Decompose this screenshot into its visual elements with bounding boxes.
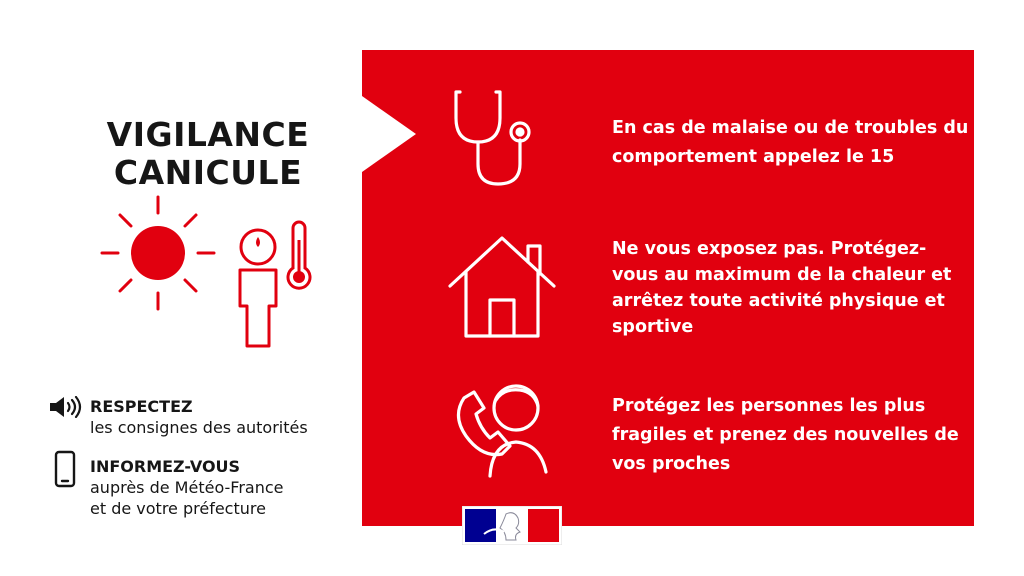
advice-body: auprès de Météo-France et de votre préfecture [90,478,284,518]
thermometer-icon [288,222,310,288]
title-line-1: VIGILANCE [106,115,310,154]
advice-inform [48,456,348,522]
smartphone-icon [54,450,76,488]
advice-respect [48,396,348,440]
advice-row-text: Ne vous exposez pas. Protégez-vous au maximum de la chaleur et arrêtez toute activité physique et sportive [612,239,952,337]
advice-text [90,456,284,519]
house-icon [446,234,558,340]
page-title [90,116,326,192]
title-line-2: CANICULE [113,153,303,192]
stethoscope-icon [448,86,544,192]
advice-row-text: Protégez les personnes les plus fragiles et prenez des nouvelles de vos proches [612,396,959,474]
phone-person-icon [446,378,558,484]
panel-notch [362,96,418,172]
sweating-person-icon [240,230,276,346]
advice-row-text: En cas de malaise ou de troubles du comportement appelez le 15 [612,118,969,167]
advice-heading: RESPECTEZ [90,397,193,416]
speaker-icon [48,396,82,418]
sun-icon [102,197,214,309]
advice-heading: INFORMEZ-VOUS [90,457,241,476]
advice-body: les consignes des autorités [90,418,308,437]
heatwave-illustration [100,195,330,350]
government-logo [462,506,562,545]
marianne-logo-icon [462,506,562,545]
advice-text [90,396,308,438]
